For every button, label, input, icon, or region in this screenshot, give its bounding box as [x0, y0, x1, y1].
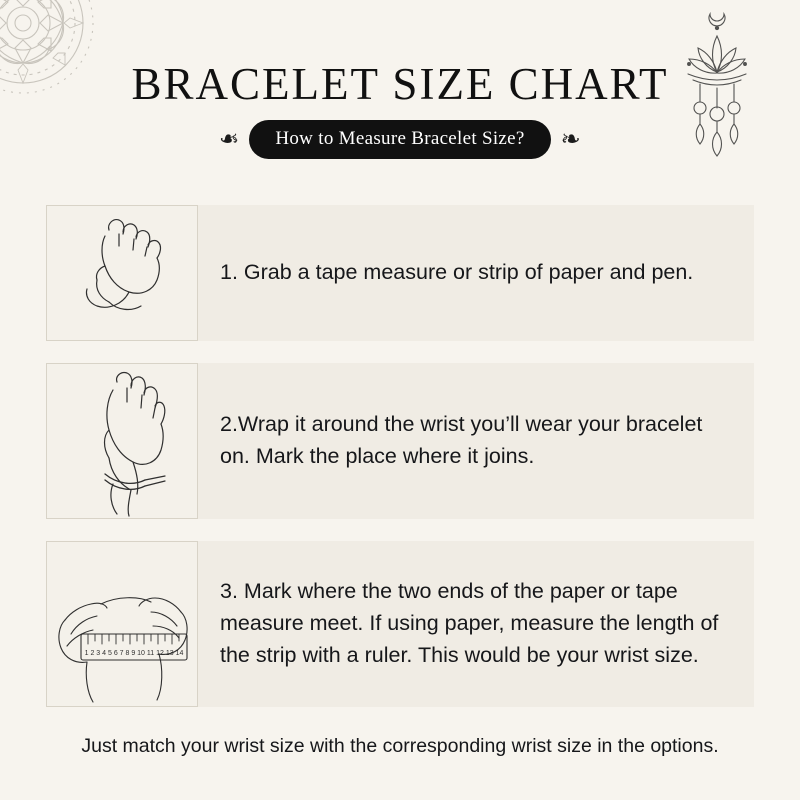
step-3-text: 3. Mark where the two ends of the paper or tape measure meet. If using paper, measure the length of the strip with a ruler. This would be your wrist size.: [220, 579, 719, 667]
subtitle-row: [0, 120, 800, 159]
list-item: [46, 205, 754, 341]
page-title: BRACELET SIZE CHART: [131, 59, 669, 109]
hand-wrapped-tape-illustration: [46, 363, 198, 519]
step-2-text: 2.Wrap it around the wrist you’ll wear your bracelet on. Mark the place where it joins.: [220, 412, 703, 468]
step-1-text: 1. Grab a tape measure or strip of paper and pen.: [220, 260, 694, 285]
footer-note: Just match your wrist size with the corresponding wrist size in the options.: [81, 735, 719, 757]
steps-list: [46, 205, 754, 729]
hand-holding-tape-illustration: [46, 205, 198, 341]
list-item: [46, 541, 754, 707]
hands-measuring-ruler-illustration: [46, 541, 198, 707]
ruler-tick-labels: 1 2 3 4 5 6 7 8 9 10 11 12 13 14: [84, 650, 184, 657]
flourish-right-icon: ❧: [560, 126, 581, 153]
flourish-left-icon: ❧: [219, 126, 240, 153]
list-item: [46, 363, 754, 519]
subtitle-badge: How to Measure Bracelet Size?: [249, 120, 550, 159]
